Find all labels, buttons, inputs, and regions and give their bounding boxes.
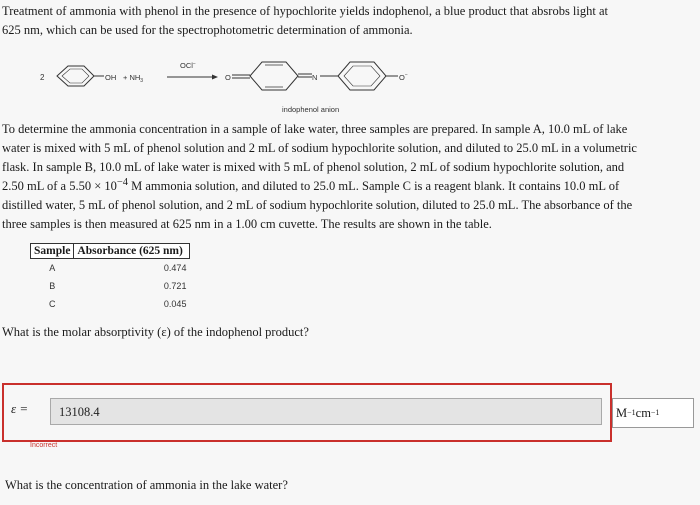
question-ammonia-concentration: What is the concentration of ammonia in the lake water? — [5, 478, 288, 492]
reaction-diagram — [0, 52, 700, 118]
product-name: indophenol anion — [282, 105, 340, 114]
cell-absorbance: 0.045 — [163, 299, 187, 309]
procedure-line: flask. In sample B, 10.0 mL of lake water is mixed with 5 mL of phenol solution, 2 mL of sodium hypochlorite solution, and — [2, 160, 625, 174]
coefficient: 2 — [40, 73, 45, 82]
o-label: O — [225, 73, 231, 82]
unit-label: M −1 cm −1 — [612, 398, 694, 428]
intro-line: 625 nm, which can be used for the spectrophotometric determination of ammonia. — [2, 23, 413, 37]
quinone-ring — [250, 62, 298, 90]
table-row — [31, 295, 190, 313]
cell-sample: B — [49, 281, 56, 291]
procedure-line: three samples is then measured at 625 nm in a 1.00 cm cuvette. The results are shown in the table. — [2, 217, 492, 231]
status-incorrect: Incorrect — [30, 442, 58, 449]
answer-input[interactable]: 13108.4 — [50, 398, 602, 425]
procedure-line: 2.50 mL of a $5.50 \times 10^{-4}$ M ammonia solution, and diluted to 25.0 mL. Sample C is a reagent blank. It contains 10.0 mL of — [2, 176, 620, 193]
phenol-ring-inner — [62, 69, 89, 83]
header-sample: Sample — [31, 244, 74, 259]
procedure-text — [2, 120, 692, 234]
nh3-label: + $NH_3$ — [123, 73, 144, 84]
cell-absorbance: 0.721 — [163, 281, 187, 291]
cell-absorbance: 0.474 — [163, 263, 187, 273]
procedure-line: distilled water, 5 mL of phenol solution, and 2 mL of sodium hypochlorite solution, diluted to 25.0 mL. The absorbance of the — [2, 198, 633, 212]
oh-label: OH — [105, 73, 117, 82]
cell-sample: A — [49, 263, 56, 273]
table-row — [31, 277, 190, 295]
reaction-scheme — [0, 52, 700, 118]
question-molar-absorptivity: What is the molar absorptivity (ε) of the indophenol product? — [2, 325, 309, 339]
o-minus-label: O− — [399, 72, 408, 82]
intro-text — [2, 2, 692, 40]
table-row — [31, 259, 190, 278]
cell-sample: C — [48, 299, 56, 309]
epsilon-label: ε = — [11, 401, 29, 416]
absorbance-table — [30, 243, 190, 313]
intro-line: Treatment of ammonia with phenol in the presence of hypochlorite yields indophenol, a blue product that absrobs light at — [2, 4, 608, 18]
header-absorbance: Absorbance (625 nm) — [74, 244, 190, 259]
procedure-line: water is mixed with 5 mL of phenol solution and 2 mL of sodium hypochlorite solution, and diluted to 25.0 mL in a volumetric — [2, 141, 637, 155]
reagent-label: OCl− — [180, 61, 196, 70]
table-header-row — [31, 244, 190, 259]
arrow-head — [212, 75, 218, 80]
answer-container — [2, 383, 612, 442]
n-label: N — [312, 73, 318, 82]
procedure-line: To determine the ammonia concentration in a sample of lake water, three samples are prepared. In sample A, 10.0 mL of lake — [2, 122, 628, 136]
